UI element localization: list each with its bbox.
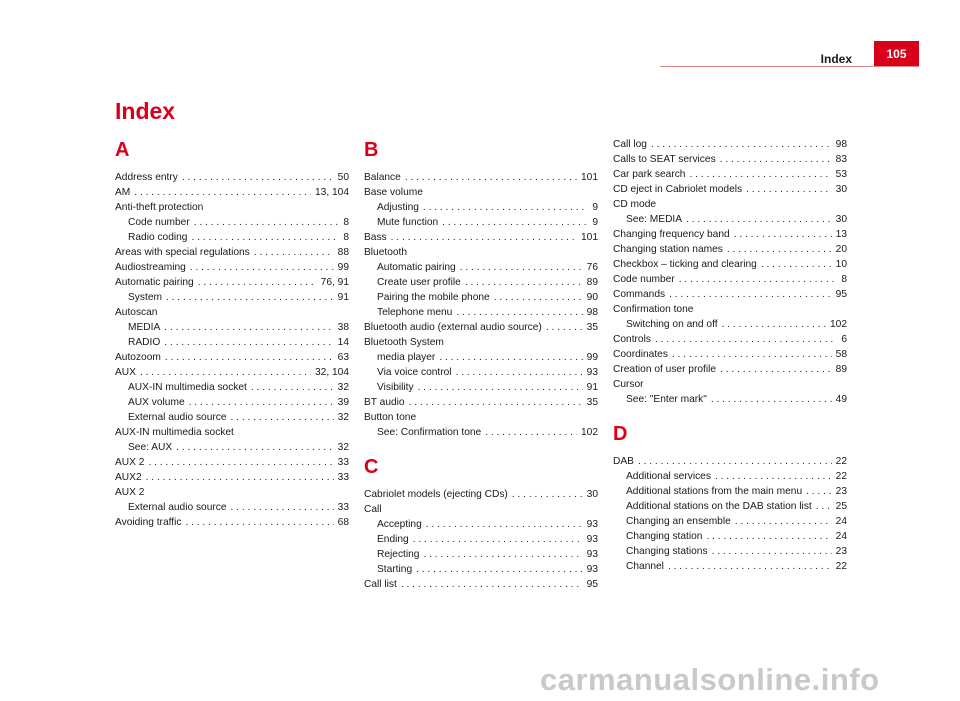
entry-label: Create user profile <box>377 277 461 288</box>
dot-leader <box>669 287 832 302</box>
dot-leader <box>746 182 832 197</box>
index-subentry <box>364 517 598 532</box>
entry-page-ref: 33 <box>337 457 349 468</box>
dot-leader <box>148 455 333 470</box>
watermark: carmanualsonline.info <box>540 662 880 697</box>
entry-page-ref: 10 <box>835 259 847 270</box>
dot-leader <box>638 454 832 469</box>
entry-label: See: MEDIA <box>626 214 683 225</box>
index-heading: Base volume <box>364 187 423 198</box>
entry-label: Automatic pairing <box>377 262 456 273</box>
entry-label: Code number <box>613 274 675 285</box>
index-subentry <box>613 559 847 574</box>
page-title: Index <box>115 98 176 124</box>
index-entry <box>364 487 598 502</box>
index-entry <box>115 455 349 470</box>
entry-label: Avoiding traffic <box>115 517 182 528</box>
index-heading: Anti-theft protection <box>115 202 204 213</box>
entry-page-ref: 39 <box>337 397 349 408</box>
dot-leader <box>442 215 588 230</box>
dot-leader <box>655 332 837 347</box>
entry-page-ref: 95 <box>835 289 847 300</box>
dot-leader <box>391 230 577 245</box>
dot-leader <box>254 245 334 260</box>
dot-leader <box>734 227 832 242</box>
entry-page-ref: 91 <box>337 292 349 303</box>
entry-label: Changing stations <box>626 546 708 557</box>
dot-leader <box>231 500 334 515</box>
dot-leader <box>413 532 583 547</box>
dot-leader <box>439 350 582 365</box>
entry-label: Creation of user profile <box>613 364 717 375</box>
entry-page-ref: 23 <box>835 546 847 557</box>
index-entry <box>613 242 847 257</box>
index-subentry <box>364 215 598 230</box>
page-number-badge: 105 <box>874 41 919 67</box>
entry-page-ref: 6 <box>841 334 847 345</box>
entry-page-ref: 33 <box>337 472 349 483</box>
index-heading: Bluetooth System <box>364 337 444 348</box>
index-subentry <box>364 547 598 562</box>
entry-label: AUX2 <box>115 472 142 483</box>
dot-leader <box>720 362 832 377</box>
entry-label: Visibility <box>377 382 414 393</box>
entry-page-ref: 91 <box>586 382 598 393</box>
dot-leader <box>426 517 583 532</box>
entry-label: See: AUX <box>128 442 173 453</box>
dot-leader <box>668 559 832 574</box>
entry-page-ref: 93 <box>586 519 598 530</box>
index-entry <box>613 152 847 167</box>
index-subentry <box>115 320 349 335</box>
index-entry <box>115 185 349 200</box>
entry-page-ref: 32 <box>337 382 349 393</box>
entry-page-ref: 22 <box>835 561 847 572</box>
entry-label: Rejecting <box>377 549 420 560</box>
dot-leader <box>456 305 582 320</box>
section-letter: B <box>364 139 379 161</box>
entry-page-ref: 99 <box>586 352 598 363</box>
dot-leader <box>460 260 583 275</box>
entry-page-ref: 88 <box>337 247 349 258</box>
entry-label: Address entry <box>115 172 178 183</box>
index-subentry <box>115 410 349 425</box>
index-subentry <box>364 425 598 440</box>
index-entry <box>613 272 847 287</box>
entry-page-ref: 13 <box>835 229 847 240</box>
entry-page-ref: 30 <box>835 214 847 225</box>
entry-page-ref: 20 <box>835 244 847 255</box>
index-subentry <box>364 290 598 305</box>
entry-label: Changing station <box>626 531 703 542</box>
entry-label: AUX-IN multimedia socket <box>128 382 247 393</box>
entry-label: See: Confirmation tone <box>377 427 482 438</box>
dot-leader <box>176 440 333 455</box>
index-entry <box>115 515 349 530</box>
index-subentry <box>364 532 598 547</box>
entry-label: RADIO <box>128 337 161 348</box>
dot-leader <box>546 320 583 335</box>
dot-leader <box>711 392 832 407</box>
entry-label: AUX 2 <box>115 457 145 468</box>
entry-page-ref: 30 <box>586 489 598 500</box>
index-subentry <box>364 260 598 275</box>
dot-leader <box>689 167 831 182</box>
dot-leader <box>727 242 832 257</box>
dot-leader <box>679 272 838 287</box>
index-subentry <box>364 200 598 215</box>
entry-page-ref: 49 <box>835 394 847 405</box>
entry-label: External audio source <box>128 502 227 513</box>
dot-leader <box>198 275 317 290</box>
entry-label: Changing frequency band <box>613 229 730 240</box>
index-heading: Confirmation tone <box>613 304 694 315</box>
dot-leader <box>512 487 583 502</box>
index-subentry <box>613 514 847 529</box>
index-subentry <box>115 335 349 350</box>
entry-label: Changing station names <box>613 244 723 255</box>
index-subentry <box>364 305 598 320</box>
index-entry <box>613 227 847 242</box>
index-entry <box>115 245 349 260</box>
index-subentry <box>115 440 349 455</box>
entry-page-ref: 8 <box>343 217 349 228</box>
entry-label: Call log <box>613 139 647 150</box>
entry-label: MEDIA <box>128 322 161 333</box>
entry-label: Checkbox – ticking and clearing <box>613 259 757 270</box>
entry-label: Coordinates <box>613 349 668 360</box>
entry-label: External audio source <box>128 412 227 423</box>
index-subentry <box>364 275 598 290</box>
entry-label: Bluetooth audio (external audio source) <box>364 322 542 333</box>
entry-page-ref: 76 <box>586 262 598 273</box>
index-subentry <box>115 230 349 245</box>
entry-page-ref: 24 <box>835 516 847 527</box>
entry-label: AM <box>115 187 131 198</box>
entry-label: Changing an ensemble <box>626 516 731 527</box>
dot-leader <box>720 152 832 167</box>
dot-leader <box>146 470 334 485</box>
entry-page-ref: 50 <box>337 172 349 183</box>
entry-label: Bass <box>364 232 387 243</box>
entry-label: Additional stations from the main menu <box>626 486 803 497</box>
dot-leader <box>465 275 583 290</box>
index-heading: Bluetooth <box>364 247 408 258</box>
entry-label: Call list <box>364 579 397 590</box>
entry-page-ref: 22 <box>835 471 847 482</box>
index-entry <box>613 182 847 197</box>
index-subentry <box>115 380 349 395</box>
index-entry <box>613 347 847 362</box>
entry-label: Adjusting <box>377 202 419 213</box>
header-rule <box>660 66 919 67</box>
entry-page-ref: 32 <box>337 412 349 423</box>
dot-leader <box>185 515 333 530</box>
index-subentry <box>115 500 349 515</box>
entry-page-ref: 53 <box>835 169 847 180</box>
dot-leader <box>761 257 832 272</box>
entry-page-ref: 58 <box>835 349 847 360</box>
entry-label: Additional stations on the DAB station list <box>626 501 812 512</box>
index-heading: AUX 2 <box>115 487 145 498</box>
entry-label: AUX <box>115 367 136 378</box>
entry-page-ref: 83 <box>835 154 847 165</box>
entry-label: BT audio <box>364 397 405 408</box>
entry-label: Via voice control <box>377 367 452 378</box>
entry-page-ref: 13, 104 <box>315 187 349 198</box>
entry-label: System <box>128 292 162 303</box>
entry-page-ref: 98 <box>586 307 598 318</box>
index-subentry <box>364 380 598 395</box>
entry-label: media player <box>377 352 436 363</box>
entry-label: Radio coding <box>128 232 188 243</box>
index-subentry <box>613 469 847 484</box>
entry-page-ref: 35 <box>586 397 598 408</box>
dot-leader <box>194 215 340 230</box>
index-entry <box>613 167 847 182</box>
dot-leader <box>409 395 583 410</box>
dot-leader <box>164 335 333 350</box>
entry-page-ref: 25 <box>835 501 847 512</box>
entry-page-ref: 98 <box>835 139 847 150</box>
entry-page-ref: 93 <box>586 367 598 378</box>
dot-leader <box>672 347 832 362</box>
entry-page-ref: 63 <box>337 352 349 363</box>
entry-label: Automatic pairing <box>115 277 194 288</box>
index-subentry <box>115 290 349 305</box>
index-entry <box>613 332 847 347</box>
entry-page-ref: 14 <box>337 337 349 348</box>
index-entry <box>364 170 598 185</box>
entry-page-ref: 8 <box>343 232 349 243</box>
entry-label: Commands <box>613 289 666 300</box>
entry-label: Additional services <box>626 471 711 482</box>
entry-page-ref: 102 <box>830 319 847 330</box>
dot-leader <box>686 212 832 227</box>
dot-leader <box>423 200 588 215</box>
dot-leader <box>166 290 334 305</box>
entry-page-ref: 95 <box>586 579 598 590</box>
index-subentry <box>613 317 847 332</box>
entry-label: Ending <box>377 534 409 545</box>
index-entry <box>115 260 349 275</box>
dot-leader <box>182 170 334 185</box>
dot-leader <box>165 350 334 365</box>
index-subentry <box>364 562 598 577</box>
entry-label: AUX volume <box>128 397 185 408</box>
entry-label: Balance <box>364 172 401 183</box>
index-entry <box>364 395 598 410</box>
entry-label: Channel <box>626 561 664 572</box>
dot-leader <box>423 547 582 562</box>
entry-page-ref: 8 <box>841 274 847 285</box>
entry-label: Areas with special regulations <box>115 247 250 258</box>
index-entry <box>115 275 349 290</box>
dot-leader <box>722 317 826 332</box>
dot-leader <box>651 137 832 152</box>
entry-label: Switching on and off <box>626 319 718 330</box>
dot-leader <box>401 577 583 592</box>
entry-page-ref: 38 <box>337 322 349 333</box>
index-column-1 <box>115 137 349 530</box>
entry-label: Car park search <box>613 169 686 180</box>
entry-page-ref: 9 <box>592 202 598 213</box>
index-entry <box>613 362 847 377</box>
entry-label: Cabriolet models (ejecting CDs) <box>364 489 508 500</box>
dot-leader <box>485 425 577 440</box>
entry-page-ref: 89 <box>835 364 847 375</box>
index-heading: AUX-IN multimedia socket <box>115 427 234 438</box>
index-heading: Autoscan <box>115 307 158 318</box>
dot-leader <box>164 320 333 335</box>
entry-page-ref: 101 <box>581 172 598 183</box>
entry-page-ref: 101 <box>581 232 598 243</box>
dot-leader <box>816 499 832 514</box>
entry-label: Pairing the mobile phone <box>377 292 490 303</box>
entry-label: Controls <box>613 334 651 345</box>
entry-page-ref: 23 <box>835 486 847 497</box>
index-subentry <box>364 365 598 380</box>
index-entry <box>115 470 349 485</box>
index-entry <box>613 454 847 469</box>
dot-leader <box>735 514 832 529</box>
index-subentry <box>613 544 847 559</box>
dot-leader <box>418 380 583 395</box>
dot-leader <box>140 365 311 380</box>
index-heading: Cursor <box>613 379 644 390</box>
entry-page-ref: 99 <box>337 262 349 273</box>
entry-page-ref: 24 <box>835 531 847 542</box>
entry-label: Calls to SEAT services <box>613 154 716 165</box>
entry-page-ref: 33 <box>337 502 349 513</box>
entry-label: CD eject in Cabriolet models <box>613 184 743 195</box>
entry-page-ref: 9 <box>592 217 598 228</box>
entry-label: Autozoom <box>115 352 161 363</box>
index-entry <box>364 320 598 335</box>
index-column-2 <box>364 137 598 592</box>
dot-leader <box>494 290 583 305</box>
dot-leader <box>712 544 832 559</box>
entry-page-ref: 102 <box>581 427 598 438</box>
dot-leader <box>456 365 583 380</box>
entry-page-ref: 89 <box>586 277 598 288</box>
index-heading: CD mode <box>613 199 657 210</box>
entry-page-ref: 32, 104 <box>315 367 349 378</box>
dot-leader <box>706 529 831 544</box>
entry-label: See: "Enter mark" <box>626 394 707 405</box>
section-letter: A <box>115 139 130 161</box>
entry-page-ref: 68 <box>337 517 349 528</box>
dot-leader <box>405 170 577 185</box>
dot-leader <box>189 395 334 410</box>
dot-leader <box>231 410 334 425</box>
entry-label: Telephone menu <box>377 307 453 318</box>
index-entry <box>115 365 349 380</box>
section-letter: C <box>364 456 379 478</box>
index-entry <box>364 577 598 592</box>
entry-page-ref: 30 <box>835 184 847 195</box>
index-subentry <box>115 395 349 410</box>
entry-label: Audiostreaming <box>115 262 186 273</box>
index-heading: Button tone <box>364 412 417 423</box>
entry-page-ref: 93 <box>586 564 598 575</box>
index-column-3 <box>613 137 847 574</box>
index-subentry <box>613 499 847 514</box>
dot-leader <box>191 230 339 245</box>
entry-label: DAB <box>613 456 634 467</box>
entry-label: Accepting <box>377 519 422 530</box>
entry-page-ref: 90 <box>586 292 598 303</box>
entry-page-ref: 35 <box>586 322 598 333</box>
section-letter: D <box>613 423 628 445</box>
entry-page-ref: 76, 91 <box>320 277 349 288</box>
index-heading: Call <box>364 504 382 515</box>
index-subentry <box>613 484 847 499</box>
dot-leader <box>251 380 334 395</box>
index-entry <box>613 257 847 272</box>
entry-page-ref: 32 <box>337 442 349 453</box>
index-subentry <box>115 215 349 230</box>
dot-leader <box>134 185 311 200</box>
dot-leader <box>190 260 334 275</box>
index-entry <box>115 350 349 365</box>
entry-page-ref: 93 <box>586 549 598 560</box>
entry-label: Code number <box>128 217 190 228</box>
dot-leader <box>806 484 832 499</box>
entry-page-ref: 93 <box>586 534 598 545</box>
running-header-title: Index <box>820 52 852 66</box>
index-subentry <box>613 392 847 407</box>
index-subentry <box>364 350 598 365</box>
dot-leader <box>416 562 583 577</box>
index-entry <box>613 137 847 152</box>
entry-page-ref: 22 <box>835 456 847 467</box>
index-entry <box>364 230 598 245</box>
index-subentry <box>613 529 847 544</box>
entry-label: Starting <box>377 564 413 575</box>
index-entry <box>115 170 349 185</box>
entry-label: Mute function <box>377 217 439 228</box>
index-subentry <box>613 212 847 227</box>
dot-leader <box>715 469 832 484</box>
index-entry <box>613 287 847 302</box>
